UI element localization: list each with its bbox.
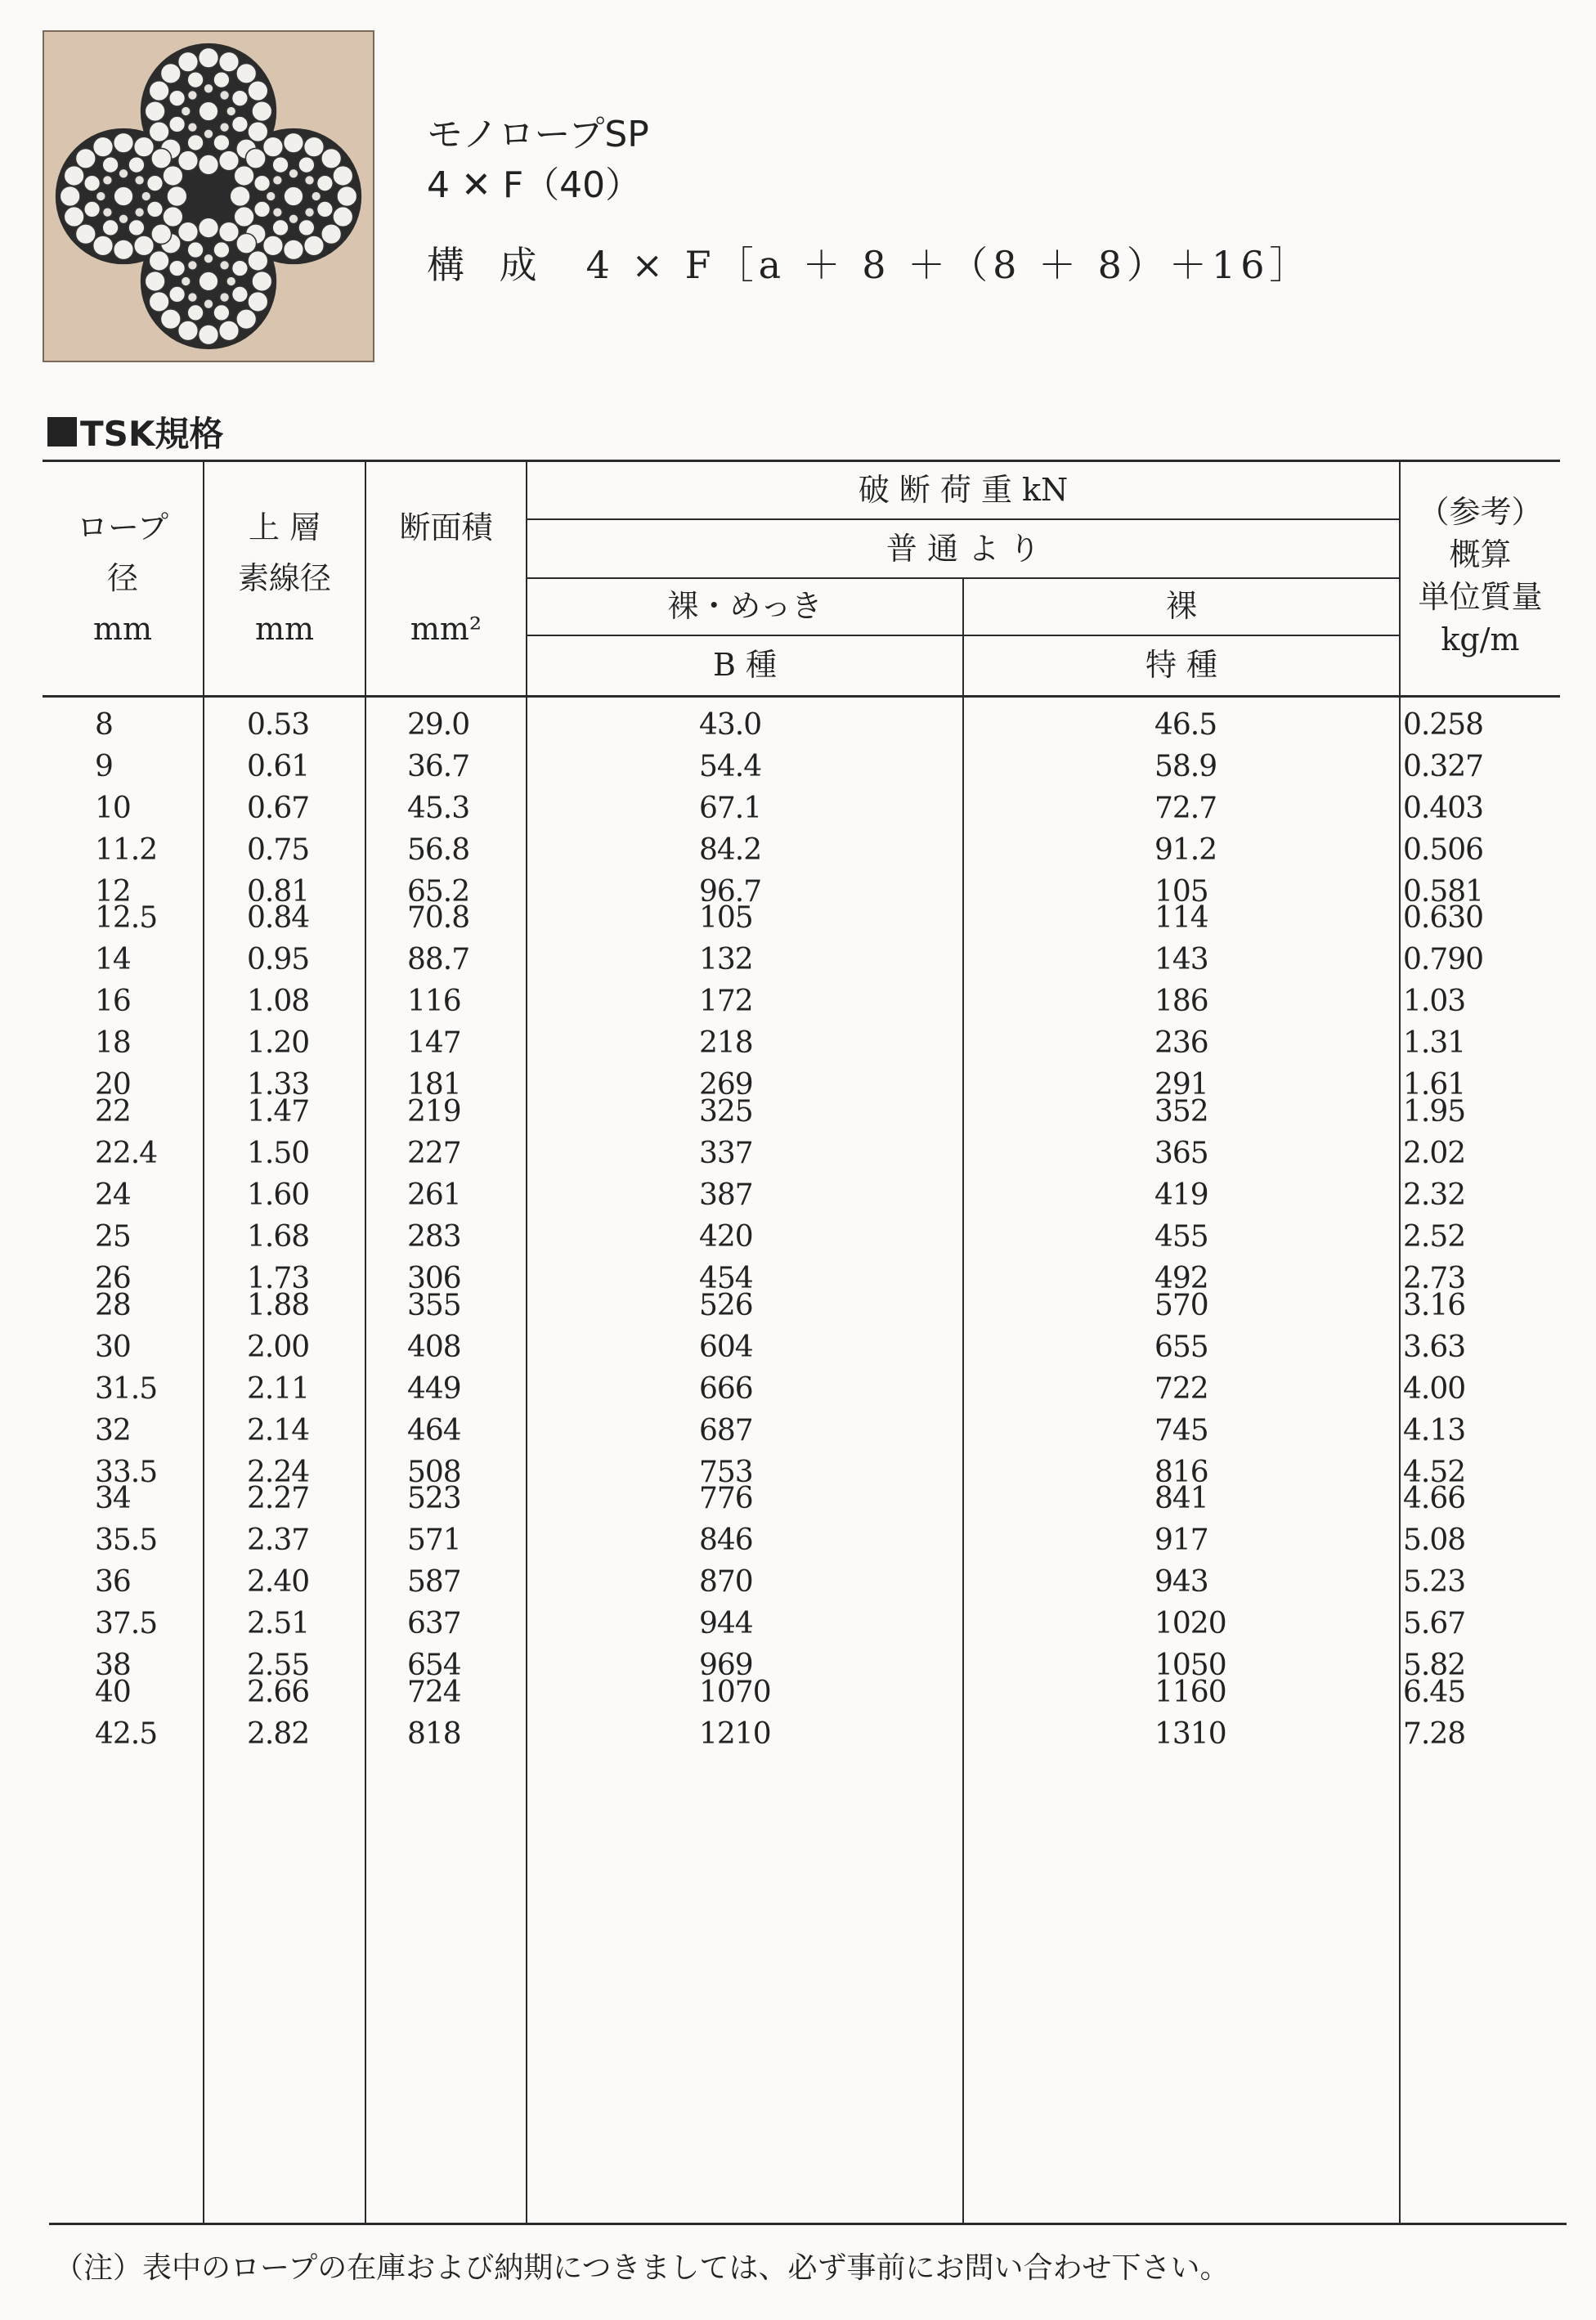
table-cell: 637 — [407, 1607, 461, 1640]
table-cell: 88.7 — [407, 943, 470, 976]
table-cell: 14 — [95, 943, 131, 976]
table-cell: 38 — [95, 1649, 131, 1682]
table-cell: 917 — [1154, 1523, 1208, 1557]
table-cell: 943 — [1154, 1565, 1208, 1599]
header-rule — [526, 518, 1399, 520]
table-cell: 870 — [699, 1565, 753, 1599]
table-cell: 0.403 — [1403, 792, 1484, 825]
column-divider — [1399, 462, 1401, 2223]
table-cell: 1.20 — [247, 1026, 310, 1060]
table-cell: 1.61 — [1403, 1068, 1466, 1102]
table-cell: 42.5 — [95, 1717, 158, 1751]
table-cell: 114 — [1154, 901, 1208, 935]
table-cell: 2.82 — [247, 1717, 310, 1751]
table-cell: 5.23 — [1403, 1565, 1466, 1599]
table-cell: 0.327 — [1403, 750, 1484, 783]
table-cell: 587 — [407, 1565, 461, 1599]
table-cell: 105 — [699, 901, 753, 935]
table-cell: 570 — [1154, 1289, 1208, 1322]
table-cell: 116 — [407, 985, 461, 1018]
table-cell: 944 — [699, 1607, 753, 1640]
header-breaking-load: 破 断 荷 重 kN — [858, 472, 1069, 508]
table-cell: 96.7 — [699, 875, 762, 909]
table-cell: 43.0 — [699, 708, 762, 742]
table-cell: 40 — [95, 1676, 131, 1709]
table-cell: 283 — [407, 1220, 461, 1254]
column-divider — [365, 462, 366, 2223]
table-cell: 56.8 — [407, 833, 470, 867]
header-bare-plated: 裸・めっき — [667, 588, 823, 624]
table-cell: 236 — [1154, 1026, 1208, 1060]
table-cell: 0.84 — [247, 901, 310, 935]
table-cell: 54.4 — [699, 750, 762, 783]
table-cell: 1.88 — [247, 1289, 310, 1322]
table-cell: 3.16 — [1403, 1289, 1466, 1322]
table-cell: 147 — [407, 1026, 461, 1060]
table-cell: 2.55 — [247, 1649, 310, 1682]
table-cell: 10 — [95, 792, 131, 825]
table-cell: 0.75 — [247, 833, 310, 867]
table-cell: 1.31 — [1403, 1026, 1466, 1060]
table-cell: 24 — [95, 1178, 131, 1212]
table-cell: 8 — [95, 708, 113, 742]
header-unit-mass: （参考） 概算 単位質量 kg/m — [1418, 494, 1543, 657]
table-cell: 12.5 — [95, 901, 158, 935]
table-cell: 818 — [407, 1717, 461, 1751]
table-cell: 72.7 — [1154, 792, 1217, 825]
table-cell: 36.7 — [407, 750, 470, 783]
table-cell: 181 — [407, 1068, 461, 1102]
table-cell: 30 — [95, 1331, 131, 1364]
table-cell: 387 — [699, 1178, 753, 1212]
table-cell: 2.40 — [247, 1565, 310, 1599]
table-cell: 261 — [407, 1178, 461, 1212]
table-cell: 18 — [95, 1026, 131, 1060]
table-cell: 58.9 — [1154, 750, 1217, 783]
table-cell: 34 — [95, 1482, 131, 1515]
table-cell: 132 — [699, 943, 753, 976]
table-cell: 408 — [407, 1331, 461, 1364]
table-cell: 455 — [1154, 1220, 1208, 1254]
table-cell: 2.32 — [1403, 1178, 1466, 1212]
table-cell: 32 — [95, 1414, 131, 1447]
table-cell: 337 — [699, 1137, 753, 1170]
table-cell: 1.33 — [247, 1068, 310, 1102]
table-cell: 105 — [1154, 875, 1208, 909]
column-divider — [526, 462, 527, 2223]
table-cell: 186 — [1154, 985, 1208, 1018]
table-cell: 604 — [699, 1331, 753, 1364]
table-cell: 449 — [407, 1372, 461, 1406]
square-bullet-icon — [47, 417, 77, 446]
table-top-rule — [43, 460, 1560, 462]
table-cell: 26 — [95, 1262, 131, 1295]
table-cell: 4.52 — [1403, 1456, 1466, 1489]
header-wire-dia: 上 層 素線径 mm — [237, 509, 331, 647]
table-cell: 0.67 — [247, 792, 310, 825]
table-cell: 2.66 — [247, 1676, 310, 1709]
table-cell: 1.03 — [1403, 985, 1466, 1018]
table-cell: 666 — [699, 1372, 753, 1406]
table-cell: 143 — [1154, 943, 1208, 976]
table-cell: 4.66 — [1403, 1482, 1466, 1515]
table-cell: 2.02 — [1403, 1137, 1466, 1170]
table-cell: 0.506 — [1403, 833, 1484, 867]
table-cell: 7.28 — [1403, 1717, 1466, 1751]
table-cell: 508 — [407, 1456, 461, 1489]
table-bottom-rule — [49, 2223, 1567, 2225]
header-grade-b: B 種 — [712, 647, 777, 683]
table-cell: 25 — [95, 1220, 131, 1254]
header-rule — [526, 635, 1399, 636]
table-cell: 745 — [1154, 1414, 1208, 1447]
table-cell: 2.27 — [247, 1482, 310, 1515]
table-cell: 2.37 — [247, 1523, 310, 1557]
construction-label: 構 成 — [427, 243, 549, 287]
table-cell: 2.14 — [247, 1414, 310, 1447]
table-cell: 0.95 — [247, 943, 310, 976]
table-cell: 776 — [699, 1482, 753, 1515]
table-cell: 969 — [699, 1649, 753, 1682]
table-cell: 269 — [699, 1068, 753, 1102]
table-cell: 1.47 — [247, 1095, 310, 1129]
header-bottom-rule — [43, 695, 1560, 698]
table-cell: 35.5 — [95, 1523, 158, 1557]
table-cell: 365 — [1154, 1137, 1208, 1170]
table-cell: 655 — [1154, 1331, 1208, 1364]
table-cell: 11.2 — [95, 833, 158, 867]
table-cell: 753 — [699, 1456, 753, 1489]
table-cell: 1070 — [699, 1676, 771, 1709]
table-cell: 1.68 — [247, 1220, 310, 1254]
table-cell: 1.95 — [1403, 1095, 1466, 1129]
table-cell: 1210 — [699, 1717, 771, 1751]
table-cell: 0.630 — [1403, 901, 1484, 935]
table-cell: 0.790 — [1403, 943, 1484, 976]
rope-cross-section-photo — [43, 30, 374, 362]
table-cell: 1310 — [1154, 1717, 1226, 1751]
table-cell: 36 — [95, 1565, 131, 1599]
table-cell: 37.5 — [95, 1607, 158, 1640]
table-cell: 1.73 — [247, 1262, 310, 1295]
column-divider — [962, 577, 964, 2223]
header-rope-dia: ロープ 径 mm — [76, 509, 169, 647]
table-cell: 4.13 — [1403, 1414, 1466, 1447]
table-cell: 523 — [407, 1482, 461, 1515]
footnote: （注）表中のロープの在庫および納期につきましては、必ず事前にお問い合わせ下さい。 — [54, 2251, 1230, 2285]
table-cell: 16 — [95, 985, 131, 1018]
product-type: 4 ✕ F（40） — [427, 164, 642, 206]
table-cell: 724 — [407, 1676, 461, 1709]
table-cell: 2.11 — [247, 1372, 310, 1406]
rope-cross-section-illustration — [44, 32, 373, 361]
table-cell: 3.63 — [1403, 1331, 1466, 1364]
table-cell: 526 — [699, 1289, 753, 1322]
table-cell: 172 — [699, 985, 753, 1018]
table-cell: 325 — [699, 1095, 753, 1129]
table-cell: 1160 — [1154, 1676, 1226, 1709]
table-cell: 2.24 — [247, 1456, 310, 1489]
table-cell: 91.2 — [1154, 833, 1217, 867]
table-cell: 45.3 — [407, 792, 470, 825]
table-cell: 33.5 — [95, 1456, 158, 1489]
table-cell: 218 — [699, 1026, 753, 1060]
table-cell: 0.61 — [247, 750, 310, 783]
table-cell: 67.1 — [699, 792, 762, 825]
table-cell: 352 — [1154, 1095, 1208, 1129]
product-name: モノロープSP — [427, 114, 649, 155]
table-cell: 291 — [1154, 1068, 1208, 1102]
table-cell: 22 — [95, 1095, 131, 1129]
table-cell: 420 — [699, 1220, 753, 1254]
table-cell: 816 — [1154, 1456, 1208, 1489]
table-cell: 2.52 — [1403, 1220, 1466, 1254]
header-area: 断面積 mm² — [399, 509, 493, 647]
table-cell: 2.00 — [247, 1331, 310, 1364]
table-cell: 1.50 — [247, 1137, 310, 1170]
table-cell: 0.53 — [247, 708, 310, 742]
table-cell: 70.8 — [407, 901, 470, 935]
table-cell: 5.82 — [1403, 1649, 1466, 1682]
table-cell: 12 — [95, 875, 131, 909]
table-cell: 654 — [407, 1649, 461, 1682]
header-lay: 普 通 よ り — [885, 531, 1041, 567]
table-cell: 9 — [95, 750, 113, 783]
table-cell: 722 — [1154, 1372, 1208, 1406]
table-cell: 5.08 — [1403, 1523, 1466, 1557]
table-cell: 2.73 — [1403, 1262, 1466, 1295]
construction-formula-line — [427, 236, 1311, 289]
table-cell: 2.51 — [247, 1607, 310, 1640]
table-cell: 687 — [699, 1414, 753, 1447]
table-cell: 28 — [95, 1289, 131, 1322]
table-cell: 464 — [407, 1414, 461, 1447]
table-cell: 419 — [1154, 1178, 1208, 1212]
table-cell: 22.4 — [95, 1137, 158, 1170]
table-cell: 355 — [407, 1289, 461, 1322]
table-cell: 227 — [407, 1137, 461, 1170]
table-cell: 84.2 — [699, 833, 762, 867]
section-title: TSK規格 — [47, 407, 223, 456]
table-cell: 20 — [95, 1068, 131, 1102]
table-cell: 0.581 — [1403, 875, 1484, 909]
table-cell: 306 — [407, 1262, 461, 1295]
table-cell: 5.67 — [1403, 1607, 1466, 1640]
table-cell: 31.5 — [95, 1372, 158, 1406]
table-cell: 1.08 — [247, 985, 310, 1018]
table-cell: 0.81 — [247, 875, 310, 909]
table-cell: 6.45 — [1403, 1676, 1466, 1709]
header-rule — [526, 577, 1399, 579]
header-grade-special: 特 種 — [1145, 647, 1218, 683]
table-cell: 1020 — [1154, 1607, 1226, 1640]
table-cell: 846 — [699, 1523, 753, 1557]
header-bare: 裸 — [1165, 588, 1197, 624]
table-cell: 219 — [407, 1095, 461, 1129]
table-cell: 571 — [407, 1523, 461, 1557]
table-cell: 29.0 — [407, 708, 470, 742]
construction-formula: 4 × F［a ＋ 8 ＋（8 ＋ 8）＋16］ — [585, 243, 1312, 287]
table-cell: 1.60 — [247, 1178, 310, 1212]
table-cell: 841 — [1154, 1482, 1208, 1515]
table-cell: 0.258 — [1403, 708, 1484, 742]
table-cell: 1050 — [1154, 1649, 1226, 1682]
table-cell: 46.5 — [1154, 708, 1217, 742]
table-cell: 4.00 — [1403, 1372, 1466, 1406]
table-cell: 492 — [1154, 1262, 1208, 1295]
table-cell: 454 — [699, 1262, 753, 1295]
column-divider — [203, 462, 204, 2223]
table-cell: 65.2 — [407, 875, 470, 909]
